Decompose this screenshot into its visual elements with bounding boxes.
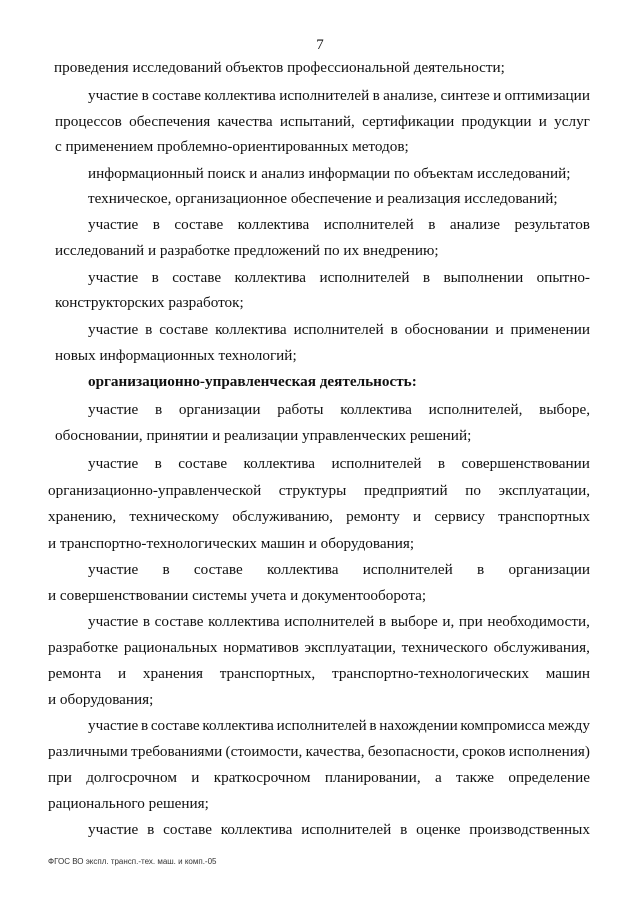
text-word: результатов xyxy=(514,216,590,233)
text-word: обеспечения xyxy=(129,113,211,130)
text-word: исполнителей xyxy=(331,455,422,472)
text-word: в xyxy=(422,269,431,286)
text-word: ремонту xyxy=(346,508,400,525)
text-word: коллектива xyxy=(215,321,287,338)
text-word: краткосрочном xyxy=(213,769,311,786)
text-word: долгосрочном xyxy=(86,769,177,786)
text-word: в xyxy=(390,321,398,338)
text-word: исполнителей, xyxy=(428,401,523,418)
text-word: выборе, xyxy=(539,401,590,418)
text-word: организации xyxy=(178,401,261,418)
text-line xyxy=(48,481,590,501)
text-word: участие xyxy=(88,613,139,630)
text-line xyxy=(88,454,590,474)
text-word: качества xyxy=(217,113,273,130)
text-line: рационального решения; xyxy=(48,795,209,812)
text-word: требованиями xyxy=(131,743,223,760)
text-word: эксплуатации, xyxy=(304,639,396,656)
text-line xyxy=(88,400,590,420)
text-line xyxy=(88,820,590,840)
text-word: компромисса xyxy=(460,717,546,734)
text-line xyxy=(48,664,590,684)
text-line xyxy=(48,768,590,788)
text-word: в xyxy=(378,613,387,630)
text-word: также xyxy=(456,769,495,786)
text-word: продукции xyxy=(461,113,532,130)
text-word: нормативов xyxy=(223,639,299,656)
text-line: техническое, организационное обеспечение и реализация исследований; xyxy=(88,190,558,207)
text-word: в xyxy=(147,821,155,838)
text-word: качества, xyxy=(305,743,365,760)
text-word: коллектива xyxy=(340,401,412,418)
text-word: обосновании xyxy=(404,321,489,338)
text-line xyxy=(88,560,590,580)
text-word: в xyxy=(141,87,149,104)
text-line: и транспортно-технологических машин и оборудования; xyxy=(48,535,415,552)
text-word: исполнителей xyxy=(279,87,370,104)
text-word: и xyxy=(191,769,200,786)
text-word: организационно-управленческой xyxy=(48,482,262,499)
text-word: составе xyxy=(159,321,209,338)
text-word: услуг xyxy=(554,113,590,130)
text-word: в xyxy=(142,613,151,630)
text-word: различными xyxy=(48,743,128,760)
text-word: процессов xyxy=(55,113,122,130)
text-word: коллектива xyxy=(208,613,280,630)
text-word: хранению, xyxy=(48,508,117,525)
text-word: участие xyxy=(88,321,139,338)
text-word: при xyxy=(48,769,72,786)
text-word: участие xyxy=(88,455,139,472)
text-line xyxy=(88,86,590,106)
text-word: исполнителей xyxy=(284,613,375,630)
text-word: и, xyxy=(442,613,455,630)
text-word: обслуживания, xyxy=(493,639,590,656)
text-line: и совершенствовании системы учета и документооборота; xyxy=(48,587,427,604)
text-line xyxy=(48,507,590,527)
text-word: коллектива xyxy=(202,717,274,734)
text-word: предприятий xyxy=(363,482,448,499)
text-word: выборе xyxy=(390,613,438,630)
text-word: рациональных xyxy=(123,639,218,656)
text-word: исполнителей xyxy=(293,321,384,338)
text-word: составе xyxy=(178,455,228,472)
text-word: необходимости, xyxy=(487,613,590,630)
text-word: составе xyxy=(163,821,212,838)
text-word: в xyxy=(372,87,380,104)
text-word: коллектива xyxy=(204,87,276,104)
text-word: по xyxy=(465,482,481,499)
text-word: анализе, xyxy=(383,87,438,104)
text-word: исполнения) xyxy=(508,743,590,760)
text-word: исполнителей xyxy=(301,821,392,838)
text-word: транспортных xyxy=(498,508,590,525)
text-word: совершенствовании xyxy=(461,455,590,472)
text-word: участие xyxy=(88,561,139,578)
text-line: организационно-управленческая деятельность: xyxy=(88,373,417,390)
text-word: в xyxy=(428,216,436,233)
text-line xyxy=(88,320,590,340)
text-word: исполнителей xyxy=(362,561,453,578)
text-word: исполнителей xyxy=(323,216,414,233)
text-word: транспортных, xyxy=(219,665,316,682)
text-line xyxy=(55,112,590,132)
text-line xyxy=(48,638,590,658)
page-number: 7 xyxy=(316,37,324,53)
text-word: транспортно-технологических xyxy=(332,665,529,682)
text-word: нахождении xyxy=(379,717,458,734)
text-line: информационный поиск и анализ информации по объектам исследований; xyxy=(88,165,571,182)
text-word: участие xyxy=(88,87,139,104)
text-word: работы xyxy=(277,401,324,418)
text-word: опытно- xyxy=(536,269,590,286)
text-word: коллектива xyxy=(234,269,307,286)
text-line: обосновании, принятии и реализации управленческих решений; xyxy=(55,427,472,444)
text-word: и xyxy=(118,665,127,682)
text-word: коллектива xyxy=(237,216,310,233)
page-footer: ФГОС ВО экспл. трансп.-тех. маш. и комп.-05 xyxy=(48,857,217,866)
text-word: исполнителей xyxy=(276,717,367,734)
text-word: хранения xyxy=(142,665,203,682)
text-word: планировании, xyxy=(324,769,421,786)
text-word: технического xyxy=(401,639,488,656)
text-word: в xyxy=(437,455,446,472)
text-word: составе xyxy=(154,613,204,630)
text-word: в xyxy=(154,455,162,472)
text-word: в xyxy=(400,821,408,838)
text-word: и xyxy=(493,87,502,104)
text-word: эксплуатации, xyxy=(498,482,590,499)
text-word: и xyxy=(413,508,422,525)
text-word: техническому xyxy=(129,508,220,525)
text-word: составе xyxy=(172,269,222,286)
text-line: и оборудования; xyxy=(48,691,154,708)
text-word: сертификации xyxy=(362,113,455,130)
text-word: и xyxy=(538,113,547,130)
text-word: коллектива xyxy=(220,821,293,838)
text-word: при xyxy=(458,613,483,630)
text-word: участие xyxy=(88,216,139,233)
text-word: сервису xyxy=(434,508,486,525)
text-word: участие xyxy=(88,821,139,838)
text-word: (стоимости, xyxy=(225,743,303,760)
text-word: коллектива xyxy=(266,561,339,578)
text-word: оценке xyxy=(416,821,461,838)
text-word: применении xyxy=(510,321,590,338)
text-word: участие xyxy=(88,401,139,418)
text-word: машин xyxy=(545,665,590,682)
text-word: а xyxy=(434,769,442,786)
text-word: в xyxy=(477,561,485,578)
text-word: определение xyxy=(508,769,590,786)
text-word: в xyxy=(162,561,170,578)
text-line: исследований и разработке предложений по их внедрению; xyxy=(55,242,439,259)
text-line: конструкторских разработок; xyxy=(55,294,244,311)
text-word: коллектива xyxy=(243,455,316,472)
text-line: с применением проблемно-ориентированных методов; xyxy=(55,138,409,155)
text-word: в xyxy=(369,717,377,734)
text-word: оптимизации xyxy=(504,87,590,104)
text-word: в xyxy=(154,401,163,418)
text-line xyxy=(88,716,590,736)
text-word: в xyxy=(152,216,160,233)
text-word: исполнителей xyxy=(319,269,410,286)
text-line xyxy=(88,612,590,632)
text-line xyxy=(48,742,590,762)
text-word: испытаний, xyxy=(279,113,355,130)
text-word: выполнении xyxy=(443,269,524,286)
text-word: анализе xyxy=(449,216,501,233)
text-line: проведения исследований объектов профессиональной деятельности; xyxy=(54,59,505,76)
text-word: участие xyxy=(88,717,139,734)
text-line xyxy=(88,215,590,235)
text-word: между xyxy=(547,717,590,734)
text-line xyxy=(88,268,590,288)
text-word: составе xyxy=(193,561,243,578)
text-word: безопасности, xyxy=(367,743,459,760)
text-word: структуры xyxy=(278,482,347,499)
text-word: составе xyxy=(150,717,200,734)
text-line: новых информационных технологий; xyxy=(55,347,297,364)
text-word: организации xyxy=(508,561,590,578)
text-word: в xyxy=(145,321,153,338)
text-word: синтезе xyxy=(440,87,490,104)
text-word: составе xyxy=(174,216,224,233)
text-word: в xyxy=(151,269,159,286)
text-word: участие xyxy=(88,269,139,286)
text-word: в xyxy=(140,717,149,734)
text-word: ремонта xyxy=(48,665,102,682)
text-word: сроков xyxy=(462,743,506,760)
text-word: производственных xyxy=(469,821,590,838)
text-word: составе xyxy=(152,87,201,104)
text-word: и xyxy=(495,321,504,338)
text-word: обслуживанию, xyxy=(232,508,333,525)
text-word: разработке xyxy=(48,639,119,656)
